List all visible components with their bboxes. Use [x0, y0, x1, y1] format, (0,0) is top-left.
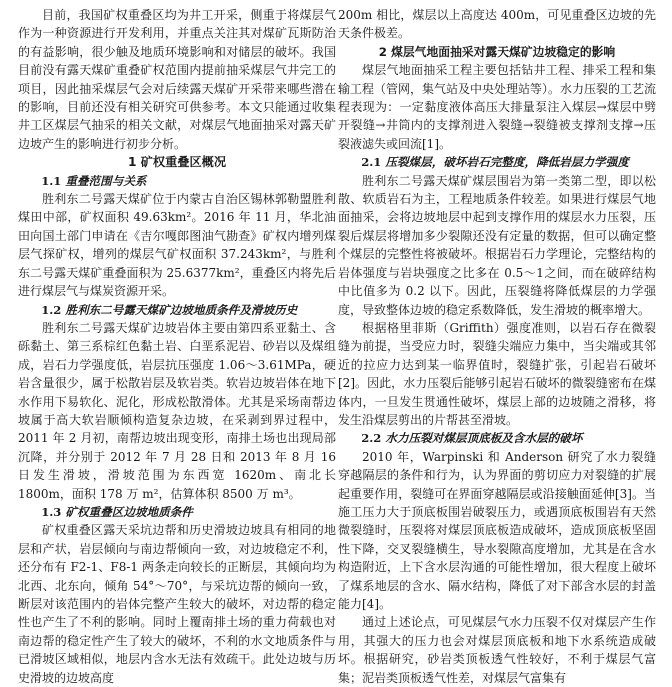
subsection-number: 1.1: [41, 173, 62, 188]
section-2-heading: 2 煤层气地面抽采对露天煤矿边坡稳定的影响: [378, 44, 616, 59]
subsection-title: 矿权重叠区边坡地质条件: [65, 504, 193, 519]
subsection-title: 压裂煤层，破坏岩石完整度，降低岩层力学强度: [385, 155, 629, 170]
subsection-title: 重叠范围与关系: [65, 173, 147, 188]
subsection-2-2-paragraph-1: 2010 年，Warpinski 和 Anderson 研究了水力裂缝穿越隔层的条件和行为，认为界面的剪切应力对裂缝的扩展起重要作用，裂缝可在界面穿越隔层或沿接触面延伸[3]。当施工压力大于顶底板围岩破裂压力，或遇顶底板围岩有天然微裂缝时，压裂将对煤层顶底板造成破坏，造成顶底板坚固性下降，交叉裂缝横生，导水裂隙高度增加，尤其是在含水构造附近，上下含水层沟通的可能性增加，很大程度上破坏了煤系地层的含水、隔水结构，降低了对下部含水层的封盖能力[4]。: [338, 449, 656, 611]
left-column: [18, 6, 336, 687]
subsection-title: 水力压裂对煤层顶底板及含水层的破坏: [385, 431, 583, 446]
subsection-1-2-heading: [18, 301, 336, 319]
subsection-2-1-heading: [338, 153, 656, 171]
subsection-1-1-paragraph: 胜利东二号露天煤矿位于内蒙古自治区锡林郭勒盟胜利煤田中部，矿权面积 49.63km²。2016 年 11 月，华北油田向国土部门申请在《吉尔嘎郎图油气勘查》矿权内增列煤层气探矿权，增列的煤层气矿权面积 37.243km²，与胜利东二号露天煤矿重叠面积为 25.6377km²，重叠区内将先后进行煤层气与煤炭资源开采。: [18, 192, 336, 299]
subsection-2-1-paragraph-2: 根据格里菲斯（Griffith）强度准则，以岩石存在微裂缝为前提，当受应力时，裂缝尖端应力集中，当尖端或其邻近的拉应力达到某一临界值时，裂缝扩张，引起岩石破坏[2]。因此，水力压裂后能够引起岩石破坏的微裂缝密布在煤体内，一旦发生贯通性破坏，煤层上部的边坡随之滑移，将发生沿煤层剪出的片帮甚至滑坡。: [338, 320, 656, 427]
intro-paragraph: 目前，我国矿权重叠区均为井工开采，侧重于将煤层气作为一种资源进行开发利用，并重点关注其对煤矿瓦斯防治的有益影响，很少触及地质环境影响和对储层的破坏。我国目前没有露天煤矿重叠矿权范围内提前抽采煤层气井完工的项目，因此抽采煤层气会对后续露天煤矿开采带来哪些潜在的影响，目前还没有相关研究可供参考。本文只能通过收集井工区煤层气抽采的相关文献，对煤层气地面抽采对露天矿边坡产生的影响进行初步分析。: [18, 8, 336, 151]
subsection-title: 胜利东二号露天煤矿边坡地质条件及滑坡历史: [65, 302, 298, 317]
section-1-heading: 1 矿权重叠区概况: [127, 155, 227, 170]
subsection-number: 2.2: [361, 431, 382, 446]
subsection-1-2-paragraph: 胜利东二号露天煤矿边坡岩体主要由第四系亚黏土、含砾黏土、第三系棕红色黏土岩、白垩系泥岩、砂岩以及煤组成，岩石力学强度低，岩层抗压强度 1.06～3.61MPa，硬岩含量很少，属于松散岩层及软岩类。软岩边坡岩体在地下水作用下易软化、泥化，形成松散滑体。尤其是采场南帮边坡属于高大软岩顺倾构造复杂边坡，在采剥到界过程中，2011 年 2 月初，南帮边坡出现变形，南排土场也出现局部沉降，并分别于 2012 年 7 月 28 日和 2013 年 8 月 16 日发生滑坡，滑坡范围为东西宽 1620m、南北长 1800m，面积 178 万 m²，估算体积 8500 万 m³。: [18, 320, 336, 501]
continued-paragraph: 200m 相比，煤层以上高度达 400m，可见重叠区边坡的先天条件极差。: [338, 8, 656, 41]
subsection-1-3-heading: [18, 503, 336, 521]
subsection-2-1-paragraph-1: 胜利东二号露天煤矿煤层围岩为第一类第二型，即以松散、软质岩石为主，工程地质条件较差。如果进行煤层气地面抽采，会将边坡地层中起到支撑作用的煤层水力压裂，压裂后煤层将增加多少裂隙还没有定量的数据，但可以确定整个煤层的完整性将被破坏。根据岩石力学理论，完整结构的岩体强度与岩块强度之比多在 0.5～1之间，而在破碎结构中比值多为 0.2 以下。因此，压裂缝将降低煤层的力学强度，导致整体边坡的稳定系数降低，发生滑坡的概率增大。: [338, 173, 656, 317]
subsection-number: 1.2: [41, 302, 62, 317]
right-column: [338, 6, 656, 687]
subsection-number: 2.1: [361, 155, 382, 170]
subsection-1-1-heading: [18, 172, 336, 190]
subsection-2-2-heading: [338, 429, 656, 447]
subsection-1-3-paragraph: 矿权重叠区露天采坑边帮和历史滑坡边坡具有相同的地层和产状，岩层倾向与南边帮倾向一致，对边坡稳定不利，还分布有 F2-1、F8-1 两条走向较长的正断层，其倾向均为北西、北东向，倾角 54°～70°，与采坑边帮的倾向一致，断层对该范围内的岩体完整产生较大的破坏，对边帮的稳定性也产生了不利的影响。同时上覆南排土场的重力荷载也对南边帮的稳定性产生了较大的破坏，不利的水文地质条件与已滑坡区域相似，地层内含水无法有效疏干。此处边坡与历史滑坡的边坡高度: [18, 523, 336, 685]
subsection-2-2-paragraph-2: 通过上述论点，可见煤层气水力压裂不仅对煤层产生作用，其强大的压力也会对煤层顶底板和地下水系统造成破坏。根据研究，砂岩类顶板透气性较好，不利于煤层气富集；泥岩类顶板透气性差，对煤层气富集有: [338, 615, 656, 685]
subsection-number: 1.3: [41, 504, 62, 519]
section-2-paragraph: 煤层气地面抽采工程主要包括钻井工程、排采工程和集输工程（管网，集气站及中央处理站等）。水力压裂的工艺流程表现为：一定黏度液体高压大排量泵注入煤层→煤层中劈开裂缝→井筒内的支撑剂进入裂缝→裂缝被支撑剂支撑→压裂液滤失或回流[1]。: [338, 63, 657, 151]
